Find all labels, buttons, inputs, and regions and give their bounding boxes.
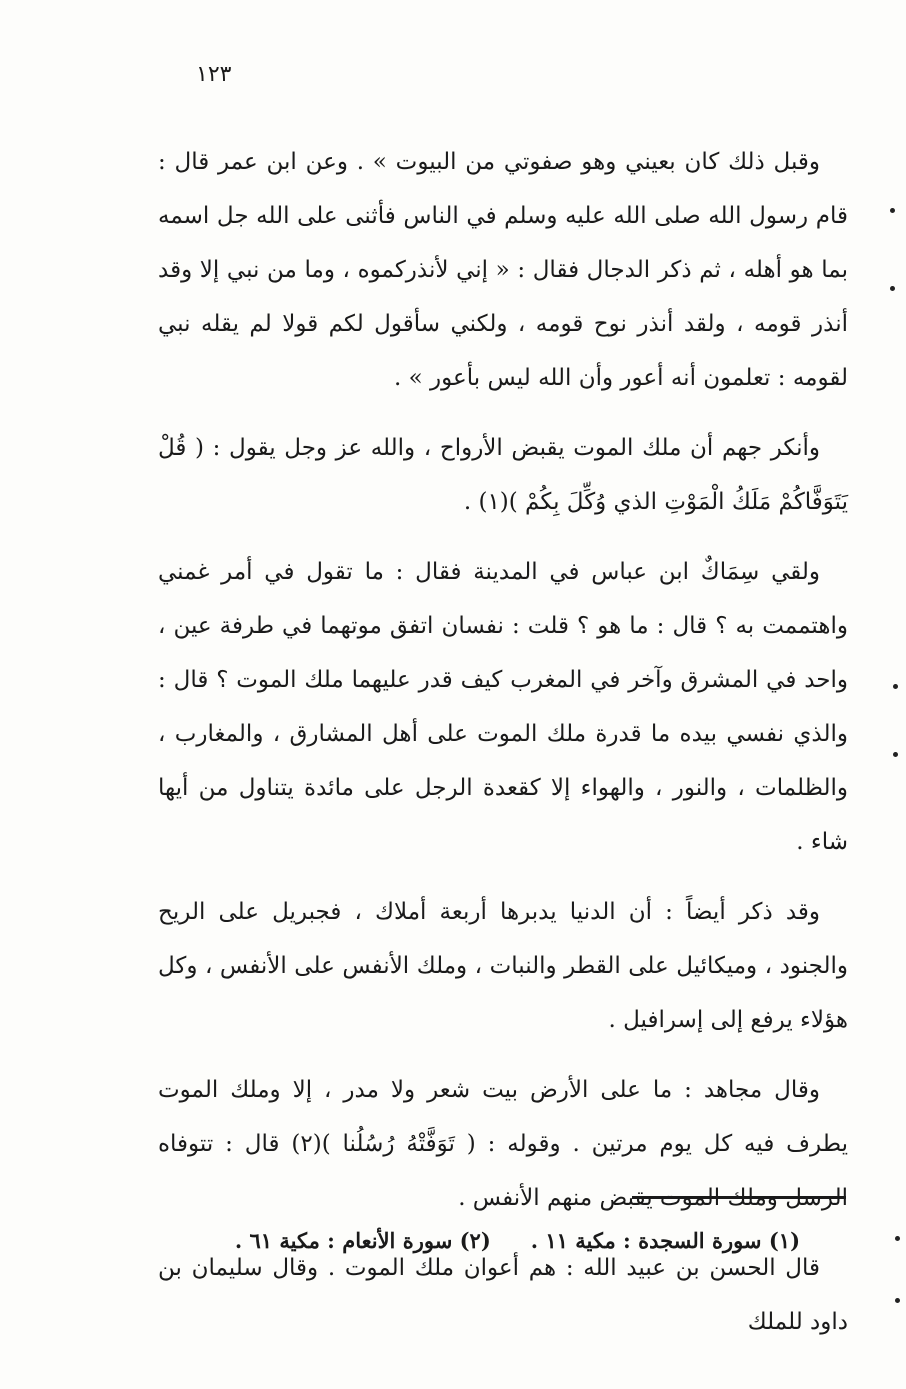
- margin-mark: [890, 208, 895, 213]
- margin-mark: [890, 286, 895, 291]
- page-number: ١٢٣: [196, 62, 232, 87]
- paragraph-4: وقد ذكر أيضاً : أن الدنيا يدبرها أربعة أملاك ، فجبريل على الريح والجنود ، وميكائيل على القطر والنبات ، وملك الأنفس على الأنفس ، وكل هؤلاء يرفع إلى إسرافيل .: [158, 899, 848, 1033]
- paragraph-3: ولقي سِمَاكٌ ابن عباس في المدينة فقال : ما تقول في أمر غمني واهتممت به ؟ قال : ما هو ؟ قلت : نفسان اتفق موتهما في طرفة عين ، واحد في المشرق وآخر في المغرب كيف قدر عليهما ملك الموت ؟ قال : والذي نفسي بيده ما قدرة ملك الموت على أهل المشارق ، والمغارب ، والظلمات ، والنور ، والهواء إلا كقعدة الرجل على مائدة يتناول من أيها شاء .: [158, 559, 848, 855]
- paragraph-1: وقبل ذلك كان بعيني وهو صفوتي من البيوت » . وعن ابن عمر قال : قام رسول الله صلى الله عليه وسلم في الناس فأثنى على الله جل اسمه بما هو أهله ، ثم ذكر الدجال فقال : « إني لأنذركموه ، وما من نبي إلا وقد أنذر قومه ، ولقد أنذر نوح قومه ، ولكني سأقول لكم قولا لم يقله نبي لقومه : تعلمون أنه أعور وأن الله ليس بأعور » .: [158, 149, 848, 391]
- footnote-1: (١) سورة السجدة : مكية ١١ .: [530, 1228, 800, 1253]
- paragraph-2: وأنكر جهم أن ملك الموت يقبض الأرواح ، والله عز وجل يقول : ( قُلْ يَتَوَفَّاكُمْ مَلَكُ الْمَوْتِ الذي وُكِّلَ بِكُمْ )(١) .: [158, 435, 848, 515]
- margin-mark: [895, 1236, 900, 1241]
- footnote-2: (٢) سورة الأنعام : مكية ٦١ .: [234, 1228, 491, 1253]
- body-text: [158, 135, 848, 1365]
- footnote-divider: [632, 1196, 846, 1199]
- paragraph-6: قال الحسن بن عبيد الله : هم أعوان ملك الموت . وقال سليمان بن داود للملك: [158, 1255, 848, 1335]
- paragraph-5: وقال مجاهد : ما على الأرض بيت شعر ولا مدر ، إلا وملك الموت يطرف فيه كل يوم مرتين . وقوله : ( تَوَفَّتْهُ رُسُلُنا )(٢) قال : تتوفاه الرسل وملك الموت يقبض منهم الأنفس .: [158, 1077, 848, 1211]
- margin-mark: [893, 684, 898, 689]
- margin-mark: [895, 1298, 900, 1303]
- margin-mark: [893, 752, 898, 757]
- footnotes: [200, 1228, 800, 1253]
